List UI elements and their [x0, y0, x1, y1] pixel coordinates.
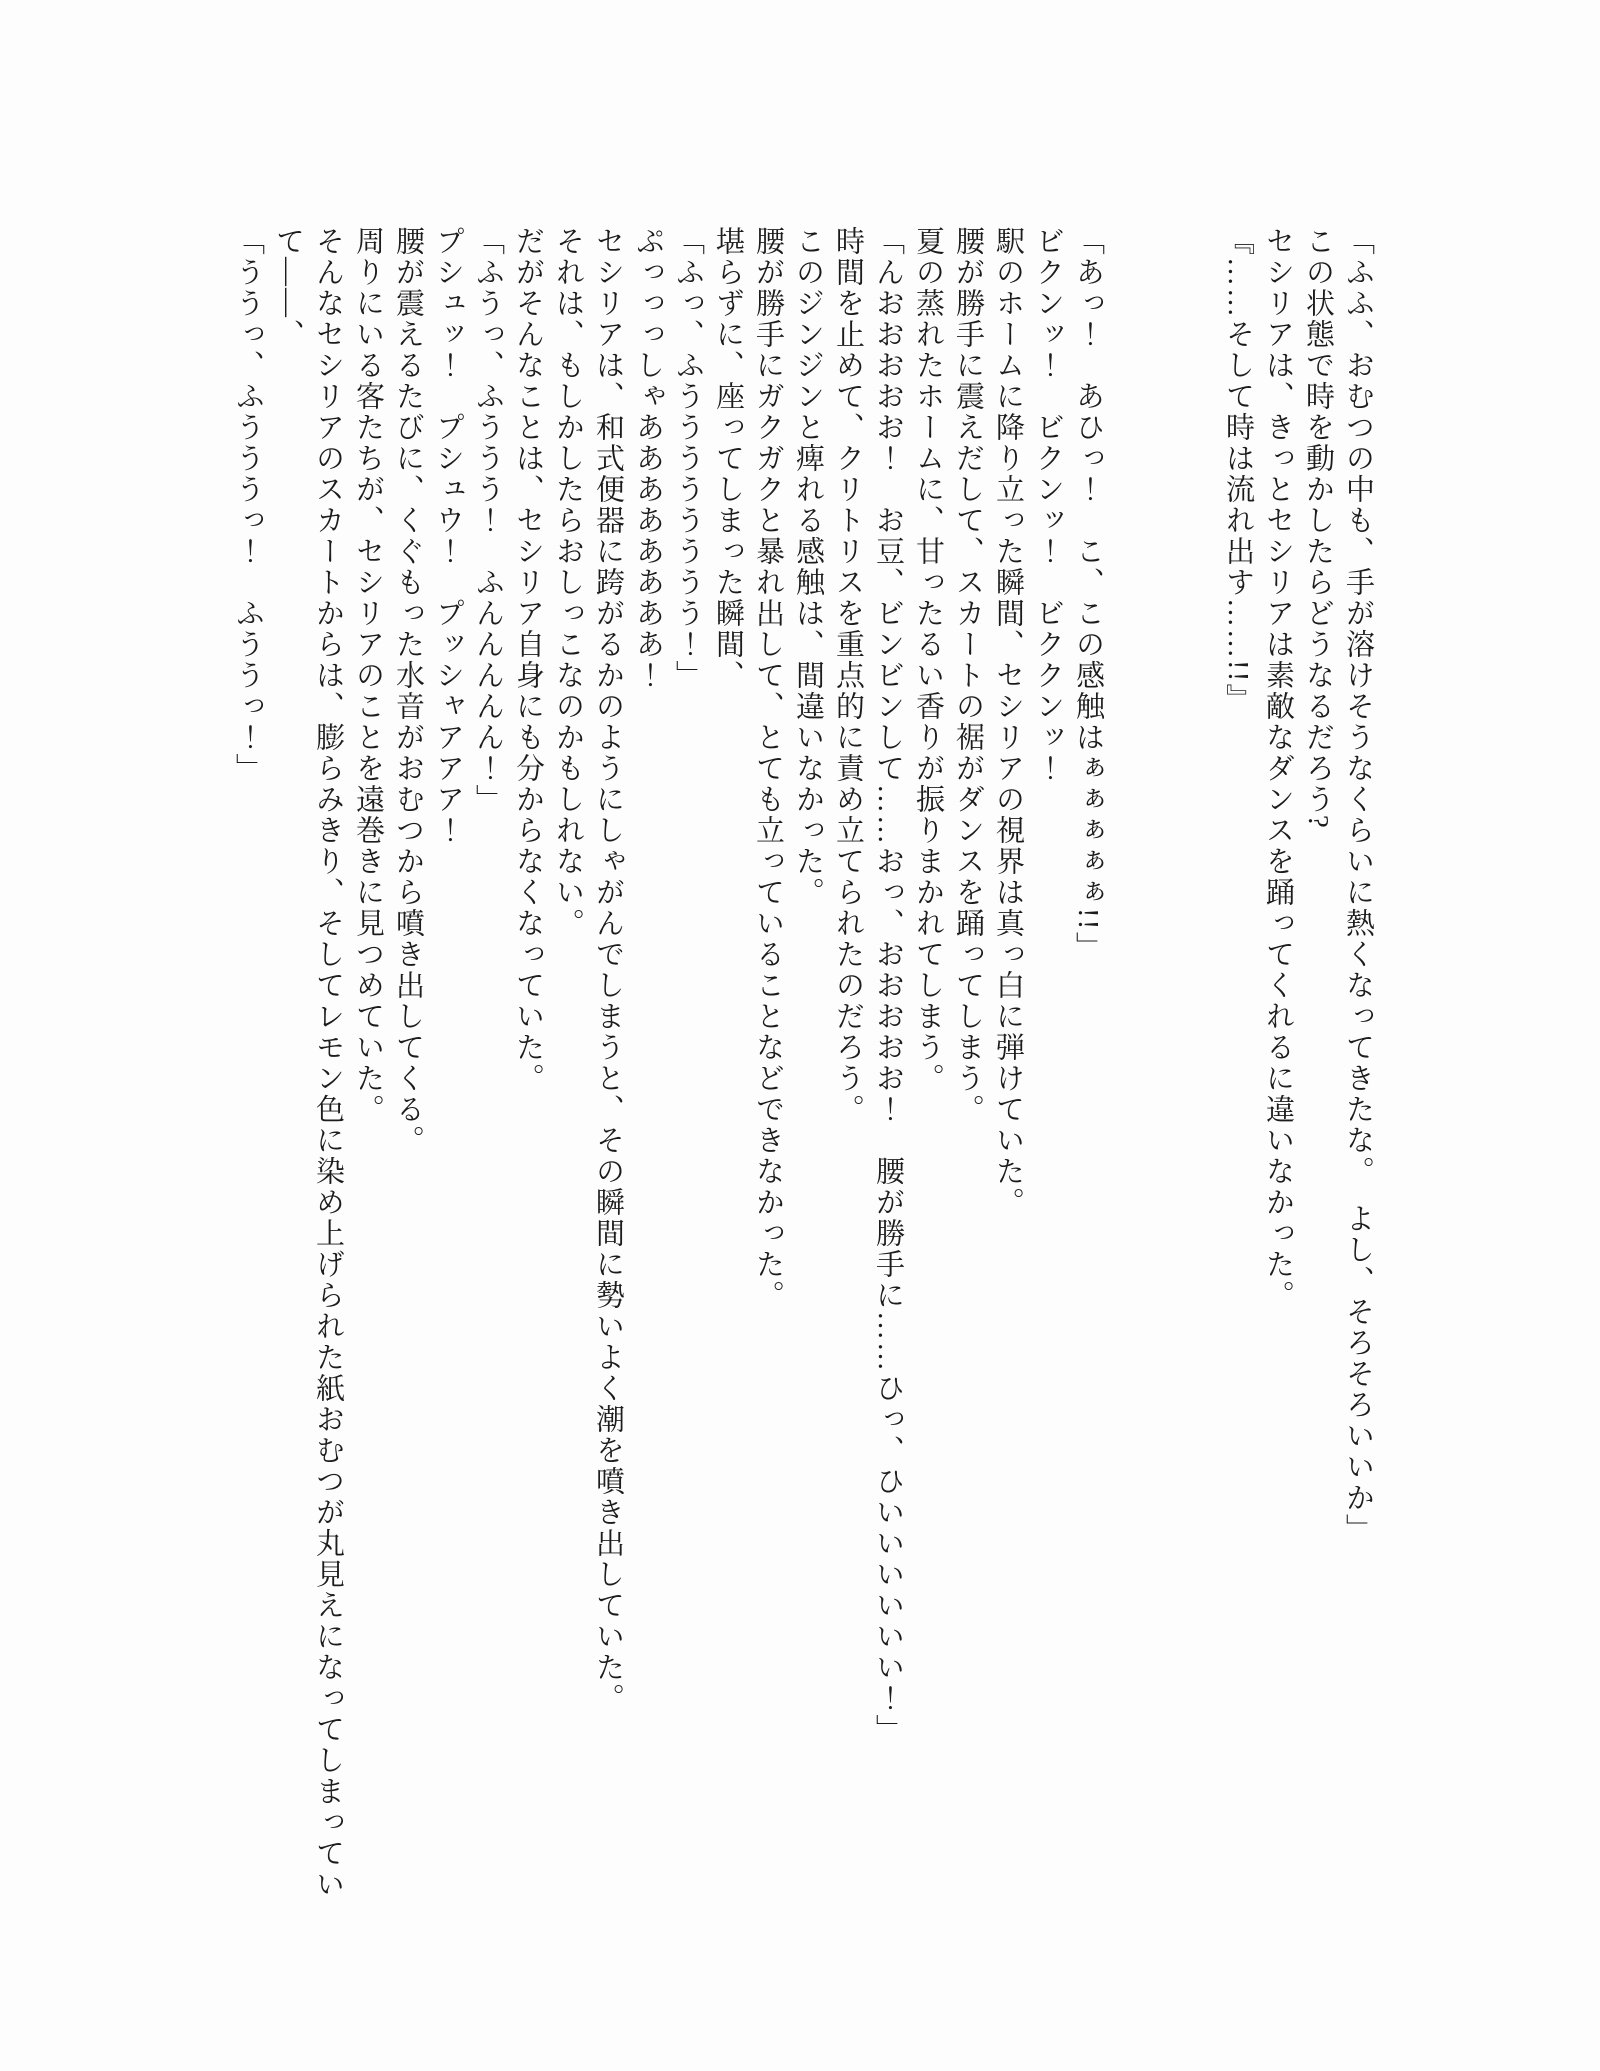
narration-line: ビクンッ！ ビクンッ！ ビククンッ！ [1032, 226, 1064, 784]
narration-line: セシリアは、きっとセシリアは素敵なダンスを踊ってくれるに違いなかった。 [1262, 226, 1294, 1311]
narration-line: 腰が震えるたびに、くぐもった水音がおむつから噴き出してくる。 [392, 226, 424, 1156]
dialogue-line: 「ううっ、ふうううっ！ ふううっ！」 [232, 226, 264, 784]
narration-line: ぷっっっしゃああああああああ！ [632, 226, 664, 691]
narration-line: それは、もしかしたらおしっこなのかもしれない。 [552, 226, 584, 939]
narration-line: このジンジンと痺れる感触は、間違いなかった。 [792, 226, 824, 908]
narration-line: だがそんなことは、セシリア自身にも分からなくなっていた。 [512, 226, 544, 1094]
dialogue-line: 『……そして時は流れ出す……!!』 [1222, 226, 1254, 715]
narration-line: そんなセシリアのスカートからは、膨らみきり、そしてレモン色に染め上げられた紙おむつが丸見えになってしまっていて――、 [272, 226, 344, 1900]
narration-line: 周りにいる客たちが、セシリアのことを遠巻きに見つめていた。 [352, 226, 384, 1125]
narration-line: この状態で時を動かしたらどうなるだろう? [1302, 226, 1334, 830]
dialogue-line: 「ふっ、ふうううううううう！」 [672, 226, 704, 691]
narration-line: 夏の蒸れたホームに、甘ったるい香りが振りまかれてしまう。 [912, 226, 944, 1094]
dialogue-line: 「あっ！ あひっ！ こ、この感触はぁぁぁぁぁ!!」 [1072, 226, 1104, 963]
narration-line: 腰が勝手に震えだして、スカートの裾がダンスを踊ってしまう。 [952, 226, 984, 1125]
dialogue-line: 「んおおおおお！ お豆、ビンビンして……おっ、おおおおお！ 腰が勝手に……ひっ、ひいいいいいい！」 [872, 226, 904, 1745]
narration-line: 時間を止めて、クリトリスを重点的に責め立てられたのだろう。 [832, 226, 864, 1125]
narration-line: 駅のホームに降り立った瞬間、セシリアの視界は真っ白に弾けていた。 [992, 226, 1024, 1218]
narration-line: プシュッ！ プシュウ！ プッシャアアア！ [432, 226, 464, 846]
dialogue-line: 「ふふ、おむつの中も、手が溶けそうなくらいに熱くなってきたな。 よし、そろそろいいか」 [1342, 226, 1374, 1545]
narration-line: 堪らずに、座ってしまった瞬間、 [712, 226, 744, 691]
page-text [228, 226, 1378, 1906]
dialogue-line: 「ふうっ、ふううう！ ふんんんんん！」 [472, 226, 504, 815]
narration-line: 腰が勝手にガクガクと暴れ出して、とても立っていることなどできなかった。 [752, 226, 784, 1311]
narration-line: セシリアは、和式便器に跨がるかのようにしゃがんでしまうと、その瞬間に勢いよく潮を噴き出していた。 [592, 226, 624, 1714]
